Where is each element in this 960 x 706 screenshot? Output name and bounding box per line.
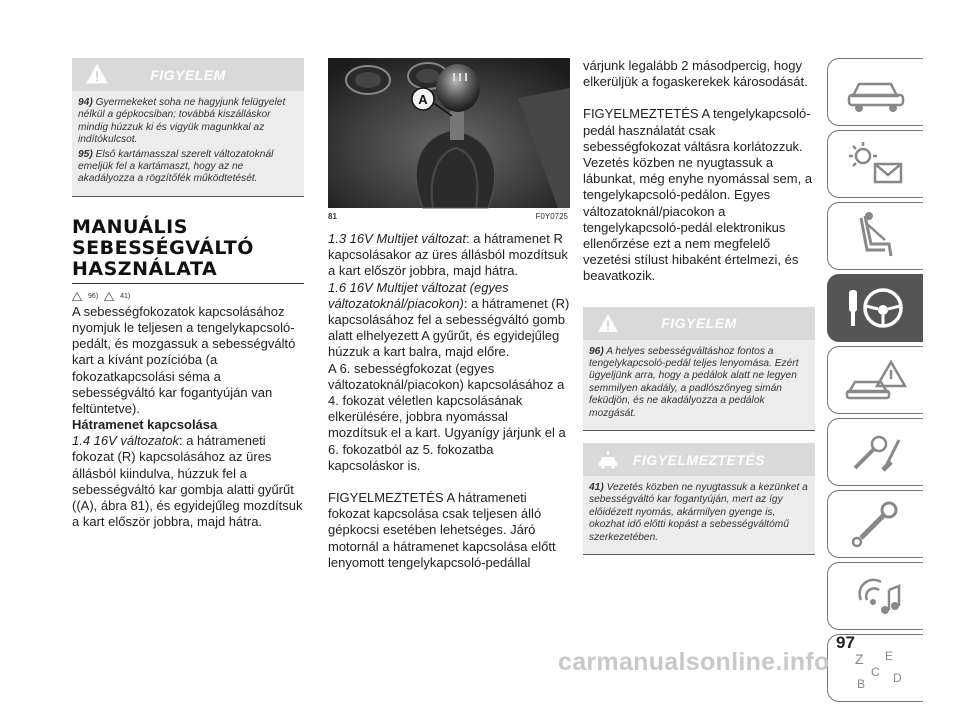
reference-number: 96): [88, 292, 99, 300]
variant-paragraph: [328, 231, 570, 280]
item-text: Gyermekeket soha ne hagyjunk felügyelet nélkül a gépkocsiban; továbbá kiszálláskor mindig húzzuk ki és vigyük magunkkal az indítókulcsot.: [78, 97, 286, 146]
item-number: 41): [589, 482, 604, 494]
warning-item: [78, 149, 298, 186]
caution-paragraph: FIGYELMEZTETÉS A hátrameneti fokozat kapcsolása csak teljesen álló gépkocsi esetében lehetséges. Járó motornál a hátramenet kapcsolása előtt lenyomott tengelykapcsoló-pedállal: [328, 490, 556, 570]
car-warning-icon: [597, 449, 619, 469]
chapter-tab-maintenance[interactable]: [827, 418, 923, 486]
sixth-gear-paragraph: A 6. sebességfokozat (egyes változatoknál/piacokon) kapcsolásához a 4. fokozat véletlen kapcsolásának elkerülésére, jobbra nyomással mozdítsuk el a kart. Ugyanígy járjunk el a 6. fokozatból az 5. fokozatba kapcsoláskor is.: [328, 360, 566, 473]
section-title: MANUÁLIS SEBESSÉGVÁLTÓ HASZNÁLATA: [72, 217, 304, 284]
variant-label: 1.3 16V Multijet változat: [328, 231, 467, 246]
svg-text:D: D: [892, 671, 902, 685]
paragraph-text: : a hátrameneti fokozat (R) kapcsolásához az üres állásból kiindulva, húzzuk fel a sebességváltó kar gombja alatti gyűrűt ((A), ábra 81), és egyidejűleg mozdítsuk a kart először jobbra, majd hátra.: [72, 433, 303, 530]
page-number: 97: [836, 633, 855, 652]
warning-item: [78, 97, 298, 147]
warning-header: [583, 307, 815, 340]
chapter-tab-safety[interactable]: [827, 202, 923, 270]
figure-caption: [328, 212, 570, 221]
gear-lever-illustration: [328, 58, 570, 208]
warning-box-figyelem: [583, 307, 815, 431]
warning-title: FIGYELEM: [150, 66, 226, 83]
warning-triangle-icon: [597, 313, 619, 333]
notice-header: [583, 443, 815, 476]
warning-body: [583, 340, 815, 431]
item-text: Vezetés közben ne nyugtassuk a kezünket a sebességváltó kar fogantyúján, mert az így előidézett nyomás, akármilyen gyenge is, okozhat idő előtti kopást a sebességváltómű szerkezetében.: [589, 482, 808, 543]
warning-triangle-icon: [104, 292, 114, 301]
variant-paragraph: [328, 280, 570, 361]
warning-header: [72, 58, 304, 91]
chapter-tabs: [827, 58, 923, 706]
column-1: [72, 58, 304, 530]
continued-paragraph: várjunk legalább 2 másodpercig, hogy elkerüljük a fogaskerekek károsodását.: [583, 58, 808, 90]
chapter-tab-starting-driving[interactable]: [827, 274, 923, 342]
column-3: [583, 58, 815, 555]
lights-message-icon: [841, 138, 911, 190]
multimedia-icon: [841, 570, 911, 622]
reverse-gear-paragraph: [72, 433, 304, 530]
key-steering-wheel-icon: [841, 282, 911, 334]
tools-icon: [841, 426, 911, 478]
svg-text:E: E: [884, 649, 893, 663]
column-2: [328, 58, 570, 571]
warning-triangle-icon: [72, 292, 82, 301]
chapter-tab-dashboard[interactable]: [827, 58, 923, 126]
paragraph-text: : a hátramenet (R) kapcsolásához fel a sebességváltó gomb alatt elhelyezett A gyűrűt, és egyidejűleg húzzuk a kart balra, majd előre.: [328, 295, 570, 360]
reverse-gear-heading: Hátramenet kapcsolása: [72, 417, 218, 433]
watermark: carmanualsonline.info: [558, 648, 830, 676]
warning-item: [589, 482, 809, 544]
clutch-caution-paragraph: FIGYELMEZTETÉS A tengelykapcsoló-pedál használatát csak sebességfokozat váltásra korlátozzuk. Vezetés közben ne nyugtassuk a lábunkat, még enyhe nyomással sem, a tengelykapcsoló-pedálon. Egyes változatoknál/piacokon a tengelykapcsoló-pedál elektronikus ellenőrzése ezt a nem megfelelő vezetési stílust hibaként értelmezi, és beavatkozik.: [583, 106, 813, 284]
intro-paragraph: A sebességfokozatok kapcsolásához nyomjuk le teljesen a tengelykapcsoló-pedált, és mozgassuk a sebességváltó kart a kívánt pozícióba (a fokozatkapcsolási séma a sebességváltó kar fogantyúján van feltüntetve).: [72, 303, 296, 417]
item-number: 95): [78, 148, 93, 160]
figure-code: F0Y0725: [535, 212, 568, 221]
warning-item: [589, 346, 809, 420]
item-number: 96): [589, 345, 604, 357]
warning-title: FIGYELEM: [661, 315, 737, 332]
svg-text:B: B: [856, 677, 865, 691]
svg-text:Z: Z: [854, 651, 864, 667]
seat-safety-icon: [841, 210, 911, 262]
gear-lever-figure: [328, 58, 570, 208]
figure-number: 81: [328, 212, 337, 221]
wrench-car-icon: [841, 498, 911, 550]
notice-box-figyelmeztetes: [583, 443, 815, 555]
car-dashboard-icon: [841, 66, 911, 118]
warning-triangle-icon: [86, 64, 108, 84]
reference-marks: [72, 292, 304, 301]
variant-label: 1.4 16V változatok: [72, 433, 179, 449]
notice-body: [583, 476, 815, 555]
paragraph-text: : a hátramenet R kapcsolásakor az üres állásból mozdítsuk a kart először jobbra, majd hátra.: [328, 231, 568, 279]
chapter-tab-technical-data[interactable]: [827, 490, 923, 558]
chapter-tab-multimedia[interactable]: [827, 562, 923, 630]
warning-triangle-car-icon: [841, 354, 911, 406]
reference-number: 41): [120, 292, 131, 300]
item-number: 94): [78, 97, 93, 108]
chapter-tab-lights[interactable]: [827, 130, 923, 198]
notice-title: FIGYELMEZTETÉS: [632, 451, 766, 468]
chapter-tab-emergency[interactable]: [827, 346, 923, 414]
warning-box-figyelem: [72, 58, 304, 197]
variant-label: 1.6 16V Multijet változat (egyes változatoknál/piacokon): [328, 279, 509, 311]
item-text: A helyes sebességváltáshoz fontos a tengelykapcsoló-pedál teljes lenyomása. Ezért ügyeljünk arra, hogy a pedálok alatt ne legyen semmilyen akadály, a padlószőnyeg simán feküdjön, és ne akadályozza a pedálok mozgását.: [589, 345, 799, 419]
figure-callout-label: A: [418, 92, 428, 107]
warning-body: [72, 91, 304, 197]
svg-text:C: C: [870, 665, 880, 679]
item-text: Első kartámasszal szerelt változatoknál emeljük fel a kartámaszt, hogy az ne akadályozza a rögzítőfék működtetését.: [78, 148, 274, 185]
